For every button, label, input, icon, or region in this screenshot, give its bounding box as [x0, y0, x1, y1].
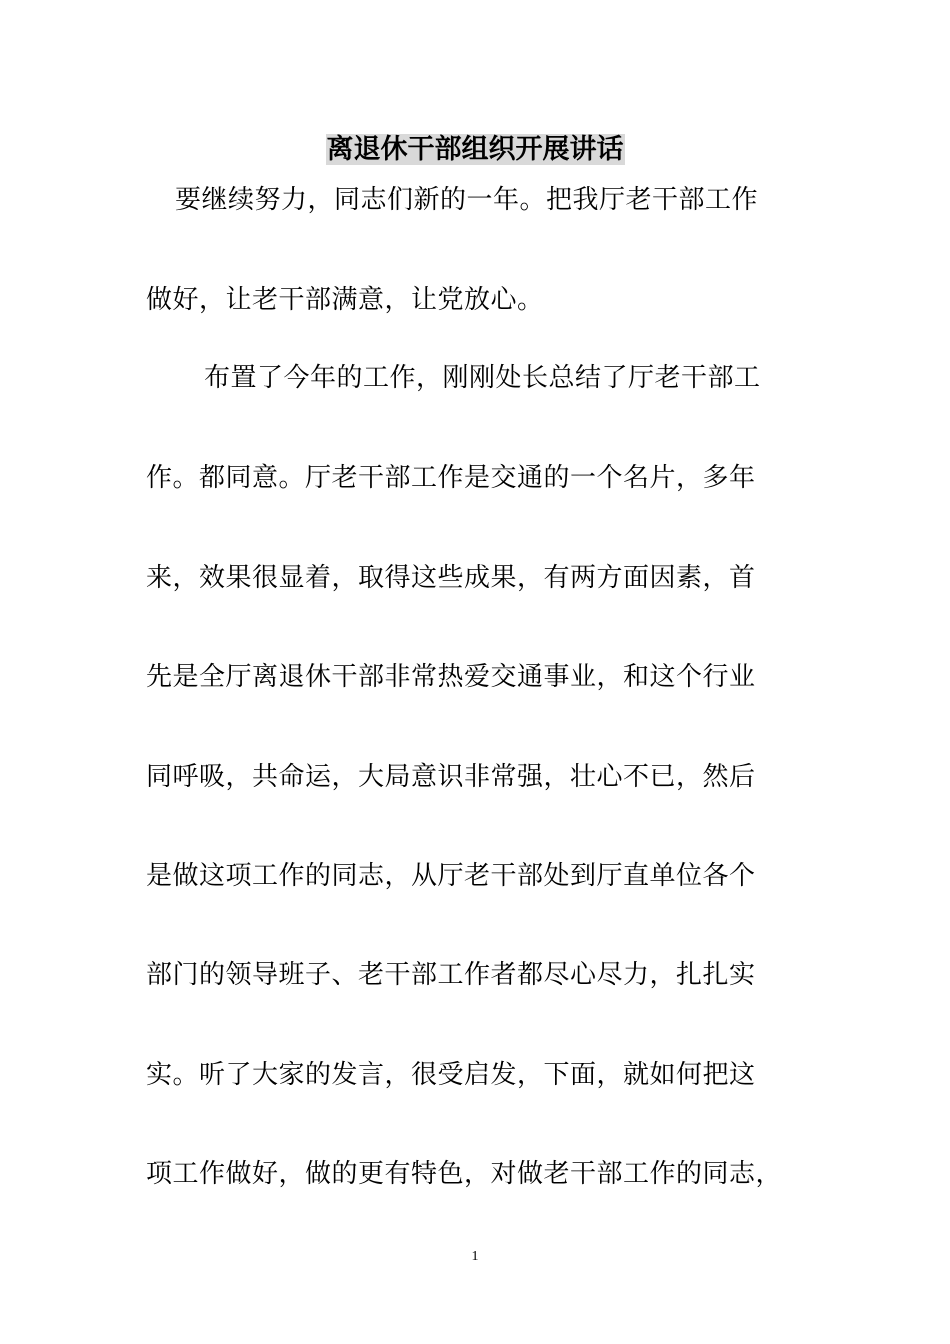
paragraph-line: 同呼吸，共命运，大局意识非常强，壮心不已，然后	[146, 762, 756, 792]
paragraph-line: 项工作做好，做的更有特色，对做老干部工作的同志，	[146, 1159, 783, 1189]
paragraph-line: 做好，让老干部满意，让党放心。	[146, 285, 544, 315]
paragraph-line: 先是全厅离退休干部非常热爱交通事业，和这个行业	[146, 662, 756, 692]
paragraph-line: 来，效果很显着，取得这些成果，有两方面因素，首	[146, 563, 756, 593]
paragraph-line: 是做这项工作的同志，从厅老干部处到厅直单位各个	[146, 861, 756, 891]
paragraph-line: 布置了今年的工作，刚刚处长总结了厅老干部工	[204, 363, 761, 393]
paragraph-line: 实。听了大家的发言，很受启发，下面，就如何把这	[146, 1060, 756, 1090]
paragraph-line: 作。都同意。厅老干部工作是交通的一个名片，多年	[146, 463, 756, 493]
document-title-text: 离退休干部组织开展讲话	[326, 134, 624, 165]
page-number: 1	[471, 1249, 479, 1264]
paragraph-line: 要继续努力，同志们新的一年。把我厅老干部工作	[175, 185, 759, 215]
paragraph-line: 部门的领导班子、老干部工作者都尽心尽力，扎扎实	[146, 960, 756, 990]
document-title	[0, 132, 950, 168]
